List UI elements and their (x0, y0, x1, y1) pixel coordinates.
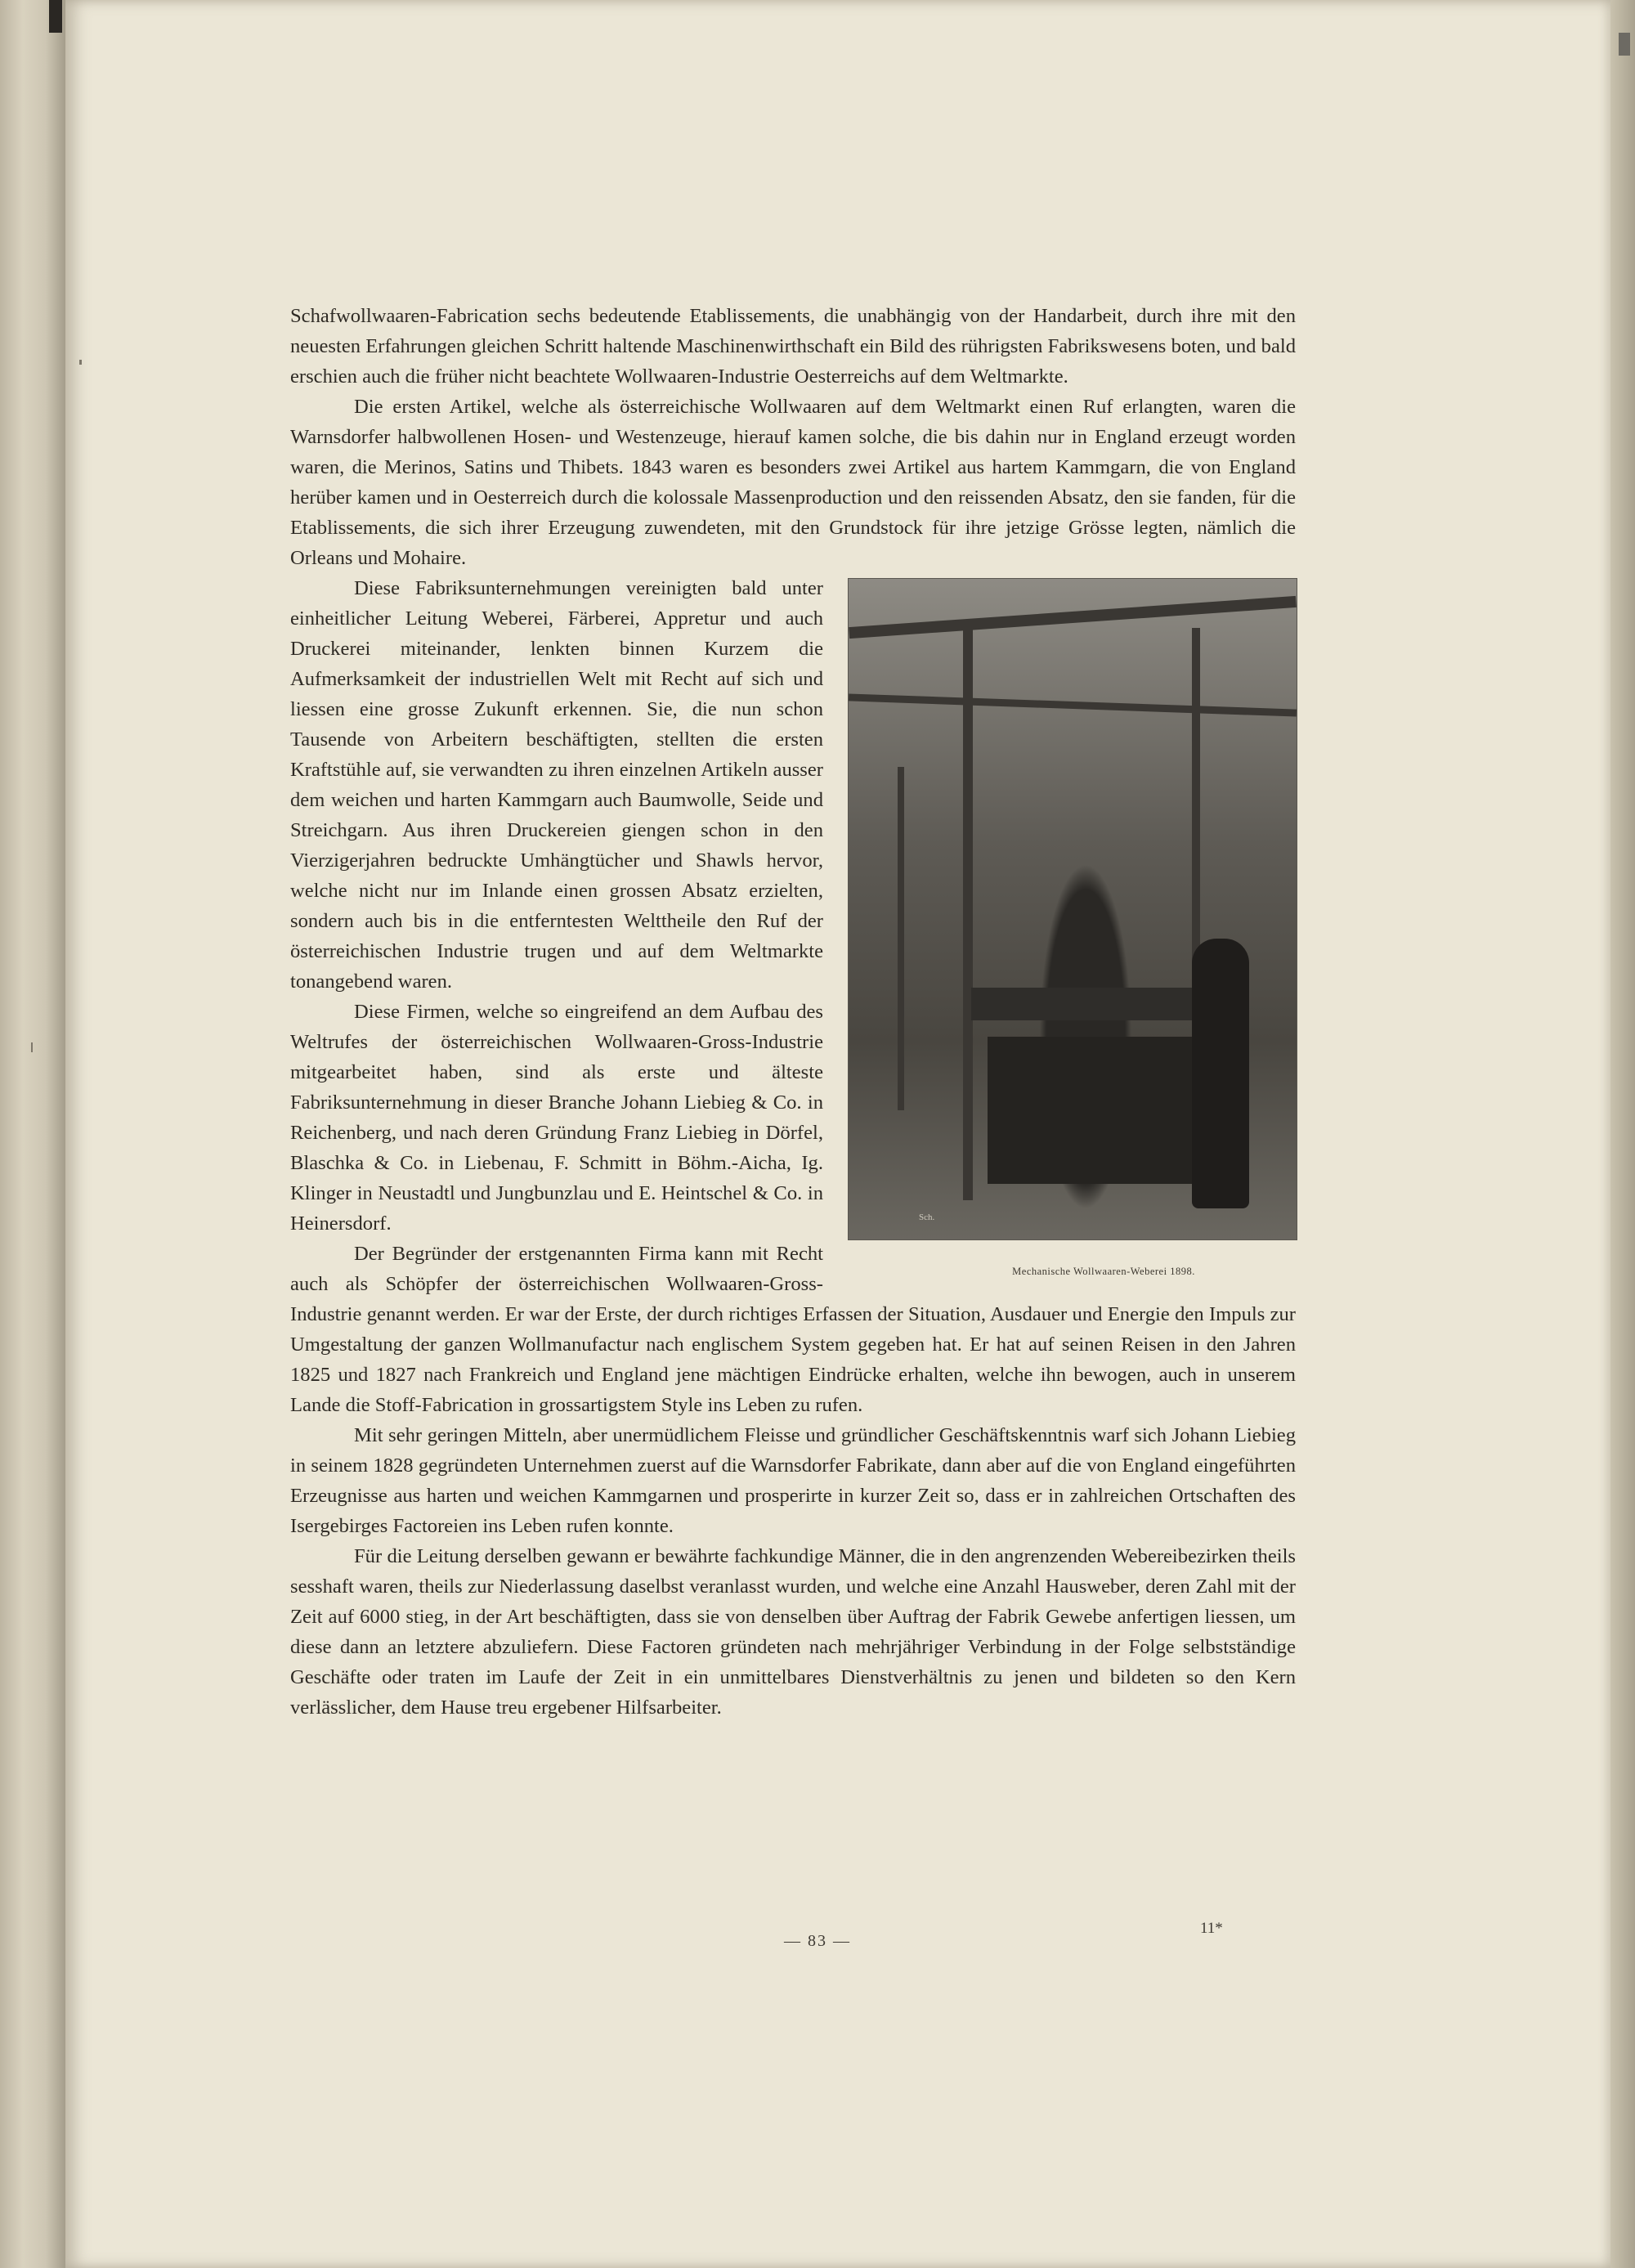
figure (848, 578, 1296, 1287)
paragraph-7: Für die Leitung derselben gewann er bewährte fachkundige Männer, die in den angrenzenden Webereibezirken theils sesshaft waren, theils zur Niederlassung daselbst veranlasst wurden, und welche eine Anzahl Hausweber, deren Zahl mit der Zeit auf 6000 stieg, in der Art beschäftigten, dass sie von denselben über Auftrag der Fabrik Gewebe anfertigen liessen, um diese dann an letztere abzuliefern. Diese Factoren gründeten nach mehrjähriger Verbindung in der Folge selbstständige Geschäfte oder traten im Laufe der Zeit in ein unmittelbares Dienstverhältnis zu jenen und bildeten so den Kern verlässlicher, dem Hause treu ergebener Hilfsarbeiter. (290, 1545, 1296, 1719)
paragraph-1: Schafwollwaaren-Fabrication sechs bedeutende Etablissements, die unabhängig von der Handarbeit, durch ihre mit den neuesten Erfahrungen gleichen Schritt haltende Maschinenwirthschaft ein Bild des rührigsten Fabrikswesens boten, und bald erschien auch die früher nicht beachtete Wollwaaren-Industrie Oesterreichs auf dem Weltmarkte. (290, 305, 1296, 388)
photo-column (898, 767, 904, 1110)
paragraph-5: Der Begründer der erstgenannten Firma kann mit Recht auch als Schöpfer der österreichischen Wollwaaren-Gross-Industrie genannt werden. Er war der Erste, der durch richtiges Erfassen der Situation, Ausdauer und Energie den Impuls zur Umgestaltung der ganzen Wollmanufactur nach englischem System gegeben hat. Er hat auf seinen Reisen in den Jahren 1825 und 1827 nach Frankreich und England jene mächtigen Eindrücke erhalten, welche ihn bewogen, auch in unserem Lande die Stoff-Fabrication in grossartigstem Style ins Leben zu rufen. (290, 1243, 1296, 1416)
page-number (0, 1932, 1635, 1951)
weaver-figure (1192, 939, 1249, 1208)
paragraph-4: Diese Firmen, welche so eingreifend an dem Aufbau des Weltrufes der österreichischen Wollwaaren-Gross-Industrie mitgearbeitet haben, sind als erste und älteste Fabriksunternehmung in dieser Branche Johann Liebieg & Co. in Reichenberg, und nach deren Gründung Franz Liebieg in Dörfel, Blaschka & Co. in Liebenau, F. Schmitt in Böhm.-Aicha, Ig. Klinger in Neustadtl und Jungbunzlau und E. Heintschel & Co. in Heinersdorf. (290, 1001, 823, 1235)
paragraph-6: Mit sehr geringen Mitteln, aber unermüdlichem Fleisse und gründlicher Geschäftskenntnis warf sich Johann Liebieg in seinem 1828 gegründeten Unternehmen zuerst auf die Warnsdorfer Fabrikate, dann aber auf die von England eingeführten Erzeugnisse aus harten und weichen Kammgarnen und prosperirte in kurzer Zeit so, dass er in zahlreichen Ortschaften des Isergebirges Factoreien ins Leben rufen konnte. (290, 1424, 1296, 1537)
body-text (290, 301, 1296, 1723)
plate-signature: Sch. (919, 1212, 935, 1222)
page-edge-right (1610, 0, 1635, 2268)
signature-mark: 11* (1200, 1920, 1223, 1937)
margin-speck (31, 1042, 33, 1052)
margin-speck (79, 360, 82, 365)
spine-marker (49, 0, 62, 33)
photo-beam (849, 693, 1297, 716)
bookmark-tab (1619, 33, 1630, 56)
book-gutter-left (0, 0, 65, 2268)
loom-base (988, 1037, 1192, 1184)
loom-frame (971, 988, 1216, 1020)
paragraph-2: Die ersten Artikel, welche als österreichische Wollwaaren auf dem Weltmarkt einen Ruf erlangten, waren die Warnsdorfer halbwollenen Hosen- und Westenzeuge, hierauf kamen solche, die bis dahin nur in England erzeugt worden waren, die Merinos, Satins und Thibets. 1843 waren es besonders zwei Artikel aus hartem Kammgarn, die von England herüber kamen und in Oesterreich durch die kolossale Massenproduction und den reissenden Absatz, den sie fanden, für die Etablissements, die sich ihrer Erzeugung zuwendeten, mit den Grundstock für ihre jetzige Grösse legten, nämlich die Orleans und Mohaire. (290, 396, 1296, 569)
page-number-text: — 83 — (784, 1932, 851, 1950)
loom-photograph (848, 578, 1297, 1240)
figure-caption: Mechanische Wollwaaren-Weberei 1898. (1012, 1266, 1195, 1277)
paragraph-3-text: Diese Fabriksunternehmungen vereinigten bald unter einheitlicher Leitung Weberei, Färberei, Appretur und auch Druckerei miteinander, lenkten binnen Kurzem die Aufmerksamkeit der industriellen Welt mit Recht auf sich und liessen eine grosse Zukunft erkennen. Sie, die nun schon Tausende von Arbeitern beschäftigten, stellten die ersten Kraftstühle auf, sie verwandten zu ihren einzelnen Artikeln ausser dem weichen und harten Kammgarn auch Baumwolle, Seide und Streichgarn. Aus ihren Druckereien giengen schon in den Vierzigerjahren bedruckte Umhängtücher und Shawls hervor, welche nicht nur im Inlande einen grossen Absatz erzielten, sondern auch bis in die entferntesten Welttheile den Ruf der österreichischen Industrie trugen und auf dem Weltmarkte tonangebend waren. (290, 577, 823, 993)
photo-beam (849, 596, 1297, 639)
photo-column (963, 628, 973, 1200)
